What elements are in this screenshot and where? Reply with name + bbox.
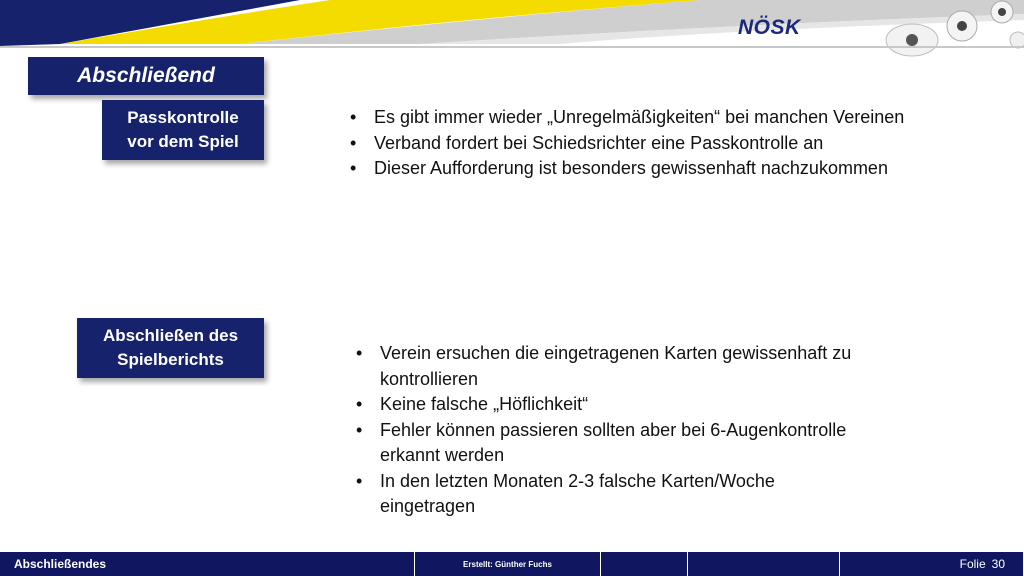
section-label-line: vor dem Spiel bbox=[127, 132, 239, 151]
list-item: • Verein ersuchen die eingetragenen Karten gewissenhaft zu kontrollieren bbox=[350, 341, 870, 392]
header-divider bbox=[0, 46, 1024, 48]
section-label-spielbericht bbox=[77, 318, 264, 378]
section-label-passkontrolle bbox=[102, 100, 264, 160]
section-label-line: Spielberichts bbox=[117, 350, 224, 369]
brand-logo: NÖSK bbox=[738, 16, 801, 39]
slide-number-value: 30 bbox=[991, 557, 1005, 571]
bullet-list-passkontrolle bbox=[344, 105, 924, 182]
list-item: • Verband fordert bei Schiedsrichter eine Passkontrolle an bbox=[344, 131, 924, 157]
footer-author: Erstellt: Günther Fuchs bbox=[415, 552, 601, 576]
header-banner bbox=[0, 0, 1024, 60]
footer-section-name: Abschließendes bbox=[0, 552, 415, 576]
list-item: • Dieser Aufforderung ist besonders gewissenhaft nachzukommen bbox=[344, 156, 924, 182]
list-item: • Es gibt immer wieder „Unregelmäßigkeiten“ bei manchen Vereinen bbox=[344, 105, 924, 131]
footer-spacer bbox=[688, 552, 840, 576]
slide-label: Folie bbox=[959, 557, 986, 571]
bullet-list-spielbericht bbox=[350, 341, 870, 520]
list-item: • In den letzten Monaten 2-3 falsche Karten/Woche eingetragen bbox=[350, 469, 870, 520]
slide-number bbox=[840, 552, 1024, 576]
list-item: • Fehler können passieren sollten aber bei 6-Augenkontrolle erkannt werden bbox=[350, 418, 870, 469]
footer-spacer bbox=[601, 552, 688, 576]
list-item: • Keine falsche „Höflichkeit“ bbox=[350, 392, 870, 418]
footer-bar bbox=[0, 552, 1024, 576]
section-label-line: Passkontrolle bbox=[127, 108, 239, 127]
section-label-line: Abschließen des bbox=[102, 326, 239, 345]
slide-title: Abschließend bbox=[28, 57, 264, 95]
